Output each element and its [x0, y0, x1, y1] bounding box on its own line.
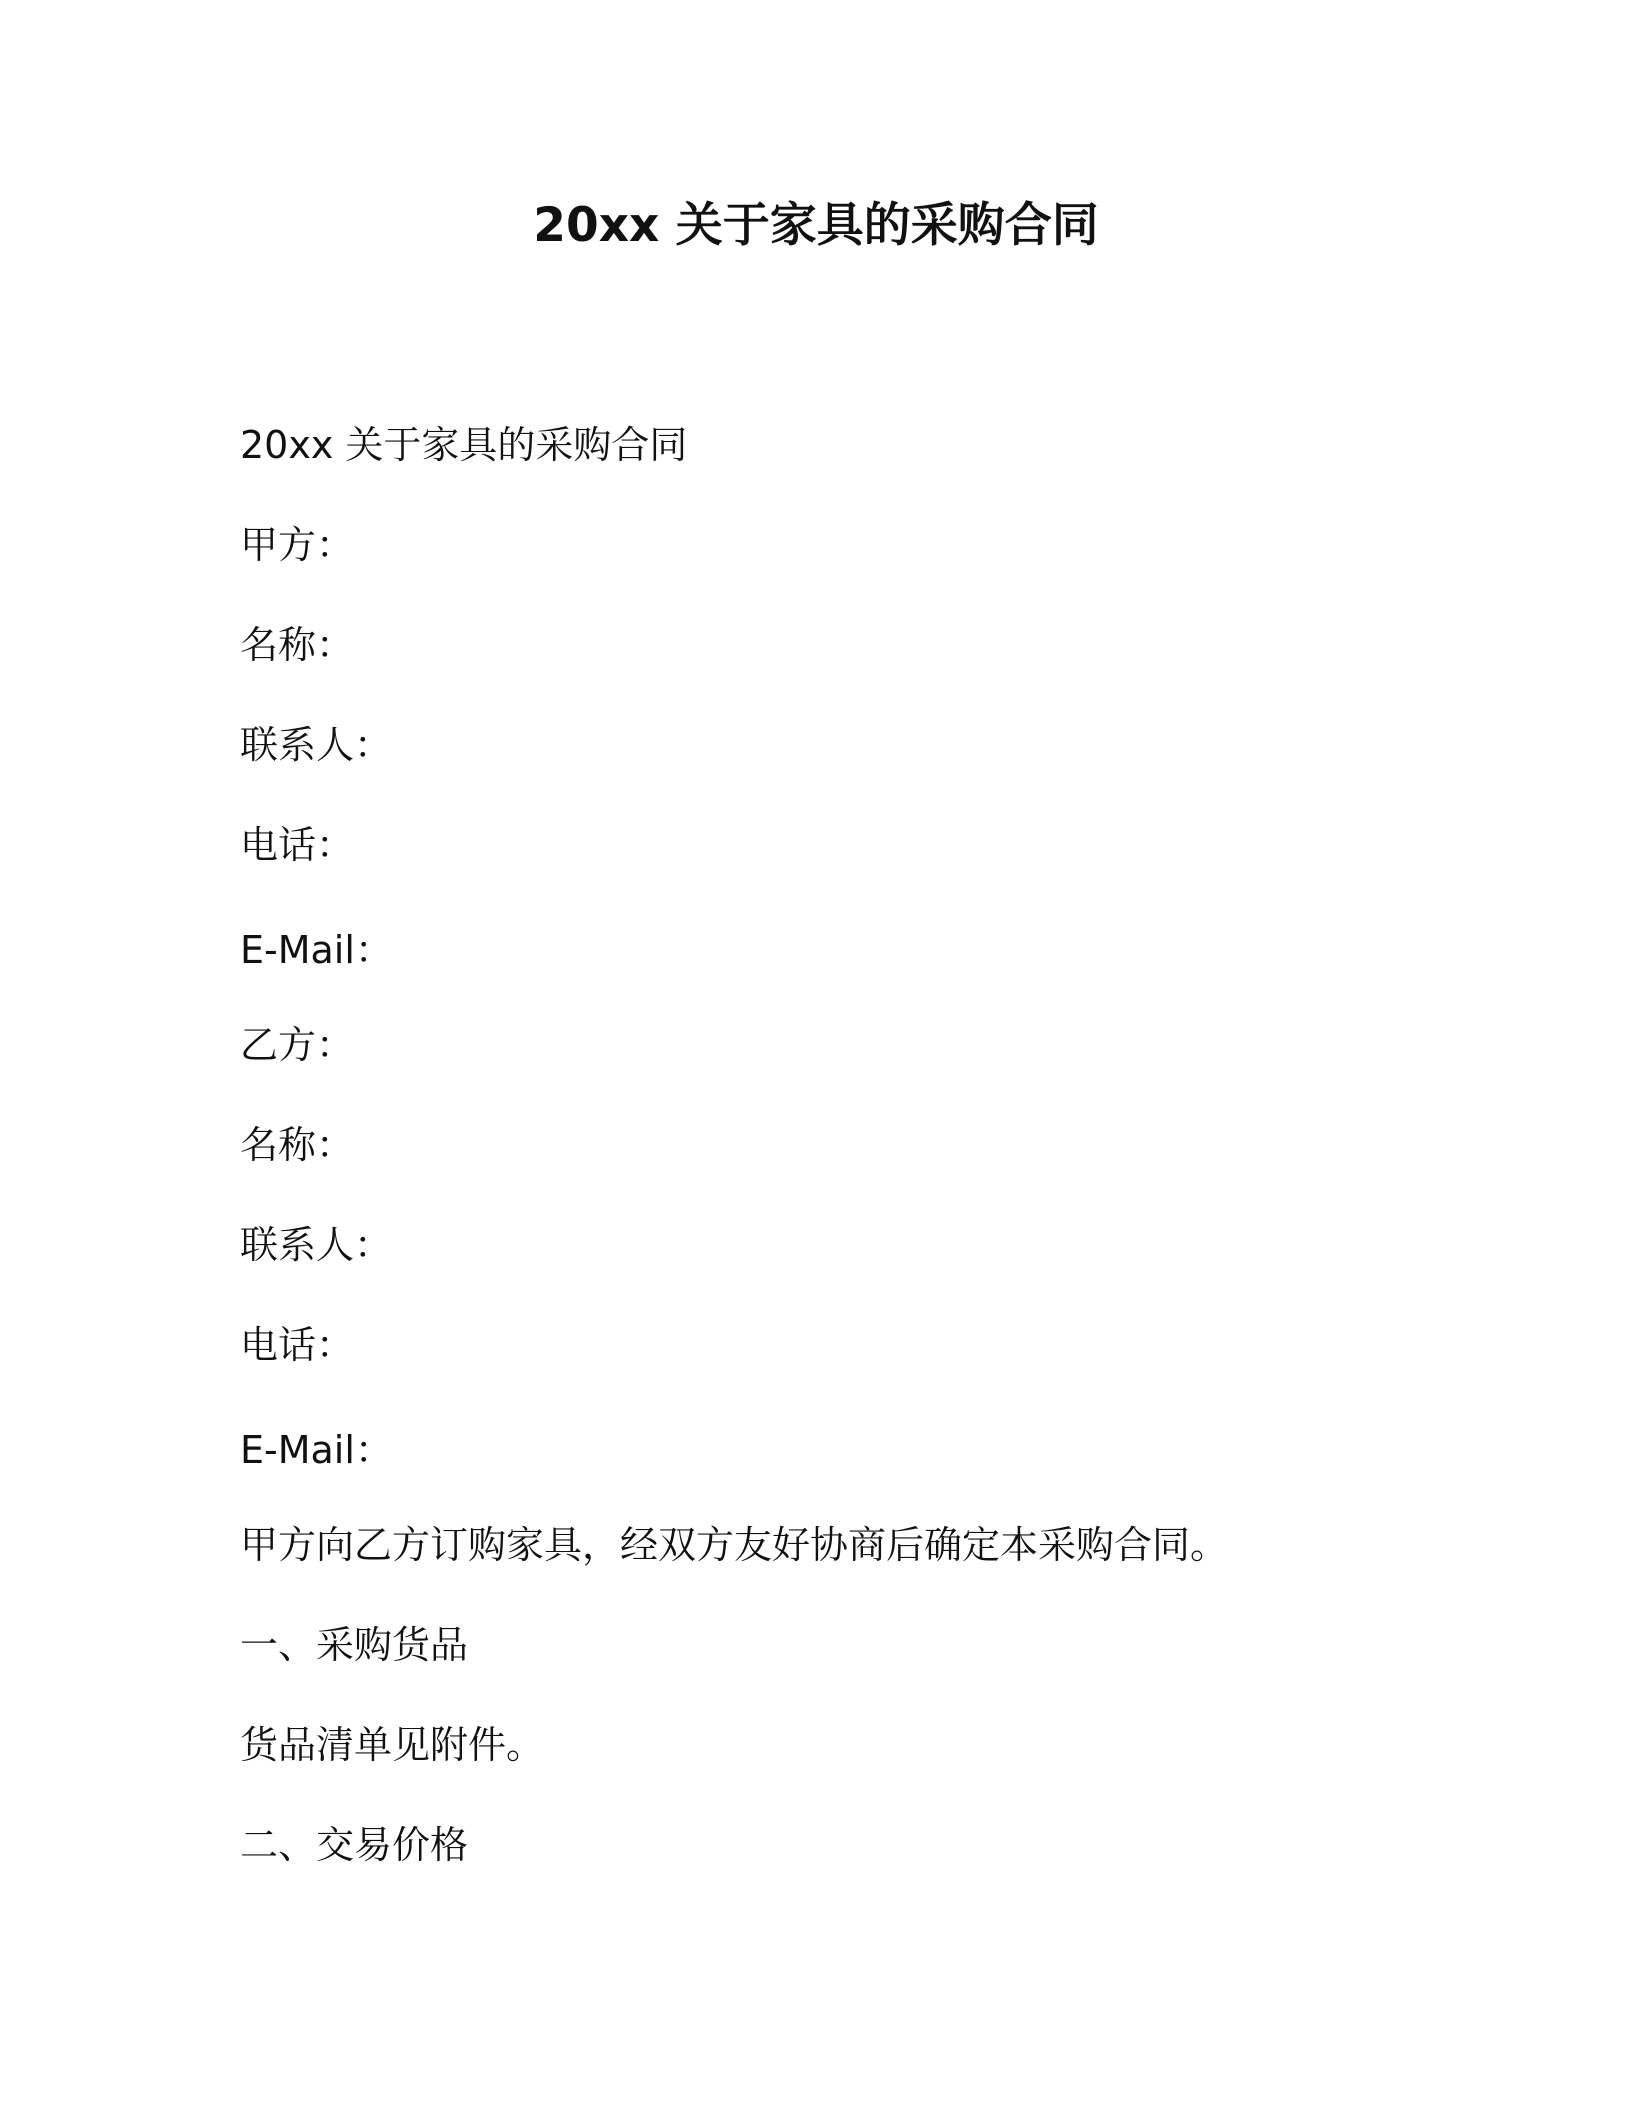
- document-title: 20xx 关于家具的采购合同: [533, 198, 1099, 253]
- party-a-contact-label: 联系人：: [240, 723, 393, 767]
- party-b-email-label: E-Mail：: [240, 1428, 393, 1472]
- party-a-email-label: E-Mail：: [240, 928, 393, 972]
- subtitle-line: 20xx 关于家具的采购合同: [240, 423, 688, 467]
- party-a-label: 甲方：: [240, 523, 355, 567]
- party-b-contact-label: 联系人：: [240, 1223, 393, 1267]
- section-heading-1: 一、采购货品: [240, 1623, 469, 1667]
- party-b-label: 乙方：: [240, 1023, 355, 1067]
- section-heading-2: 二、交易价格: [240, 1823, 469, 1867]
- party-b-phone-label: 电话：: [240, 1323, 355, 1367]
- party-b-name-label: 名称：: [240, 1123, 355, 1167]
- intro-paragraph: 甲方向乙方订购家具，经双方友好协商后确定本采购合同。: [240, 1523, 1229, 1567]
- section-1-text: 货品清单见附件。: [240, 1723, 545, 1767]
- party-a-name-label: 名称：: [240, 623, 355, 667]
- party-a-phone-label: 电话：: [240, 823, 355, 867]
